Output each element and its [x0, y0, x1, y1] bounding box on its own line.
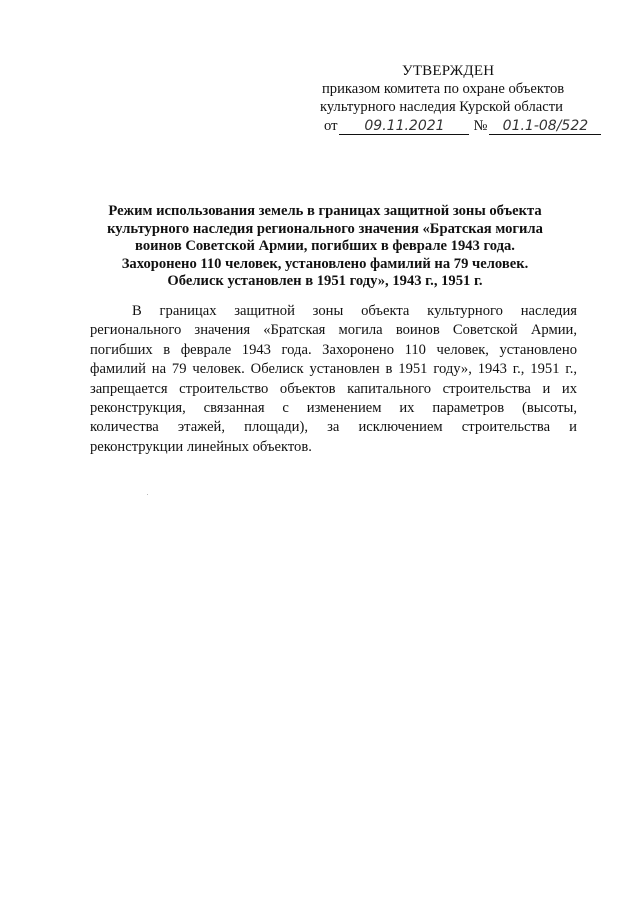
title-line: воинов Советской Армии, погибших в феврале 1943 года.	[135, 238, 515, 255]
body-line: регионального значения «Братская могила воинов Советской Армии,	[90, 322, 577, 339]
body-line: В границах защитной зоны объекта культурного наследия	[132, 303, 577, 319]
body-line: погибших в феврале 1943 года. Захоронено 110 человек, установлено	[90, 341, 577, 358]
number-prefix: №	[473, 118, 488, 134]
title-line: Обелиск установлен в 1951 году», 1943 г., 1951 г.	[167, 273, 483, 290]
body-line: количества этажей, площади), за исключением строительства и	[90, 419, 577, 436]
scan-speck	[147, 494, 148, 495]
document-title	[90, 203, 560, 291]
approval-block	[318, 62, 608, 135]
approval-title: УТВЕРЖДЕН	[402, 63, 495, 79]
body-paragraph	[90, 302, 577, 457]
order-date: 09.11.2021	[339, 118, 469, 135]
approval-line-2: культурного наследия Курской области	[320, 99, 563, 115]
order-number: 01.1-08/522	[489, 118, 601, 135]
body-line: фамилий на 79 человек. Обелиск установлен в 1951 году», 1943 г., 1951 г.,	[90, 361, 577, 378]
order-reference	[318, 117, 608, 135]
body-line: запрещается строительство объектов капитального строительства и их	[90, 380, 577, 397]
body-line: реконструкции линейных объектов.	[90, 438, 312, 455]
body-line: реконструкция, связанная с изменением их параметров (высоты,	[90, 400, 577, 417]
title-line: Захоронено 110 человек, установлено фамилий на 79 человек.	[121, 255, 529, 272]
title-line: Режим использования земель в границах защитной зоны объекта	[108, 203, 542, 219]
approval-line-1: приказом комитета по охране объектов	[322, 81, 565, 97]
date-prefix: от	[324, 118, 338, 134]
title-line: культурного наследия регионального значения «Братская могила	[107, 220, 543, 237]
